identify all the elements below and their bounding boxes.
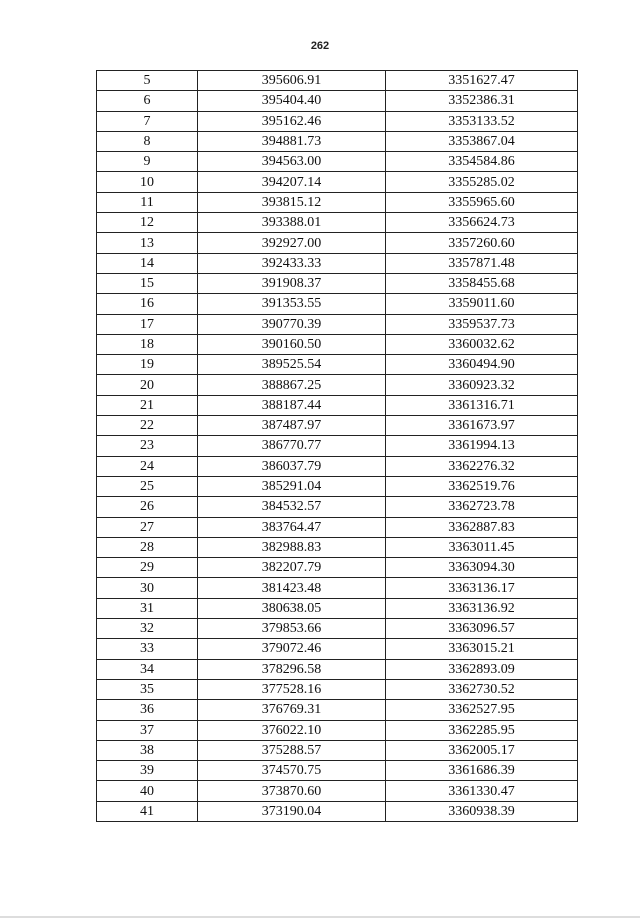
table-row (97, 152, 578, 172)
table-row (97, 740, 578, 760)
point-number-cell: 22 (97, 416, 198, 436)
table-row (97, 192, 578, 212)
page-number: 262 (310, 40, 330, 52)
x-coordinate-cell: 382207.79 (198, 558, 386, 578)
table-row (97, 761, 578, 781)
y-coordinate-cell: 3362723.78 (386, 497, 578, 517)
x-coordinate-cell: 392927.00 (198, 233, 386, 253)
table-row (97, 111, 578, 131)
y-coordinate-cell: 3362730.52 (386, 679, 578, 699)
x-coordinate-cell: 390770.39 (198, 314, 386, 334)
table-row (97, 314, 578, 334)
table-row (97, 71, 578, 91)
x-coordinate-cell: 391353.55 (198, 294, 386, 314)
point-number-cell: 18 (97, 334, 198, 354)
point-number-cell: 23 (97, 436, 198, 456)
y-coordinate-cell: 3363094.30 (386, 558, 578, 578)
table-row (97, 679, 578, 699)
y-coordinate-cell: 3362527.95 (386, 700, 578, 720)
point-number-cell: 13 (97, 233, 198, 253)
y-coordinate-cell: 3361994.13 (386, 436, 578, 456)
table-row (97, 436, 578, 456)
x-coordinate-cell: 379853.66 (198, 619, 386, 639)
point-number-cell: 12 (97, 213, 198, 233)
y-coordinate-cell: 3359011.60 (386, 294, 578, 314)
y-coordinate-cell: 3351627.47 (386, 71, 578, 91)
coordinate-table-body (97, 71, 578, 822)
y-coordinate-cell: 3355965.60 (386, 192, 578, 212)
table-row (97, 781, 578, 801)
y-coordinate-cell: 3362276.32 (386, 456, 578, 476)
y-coordinate-cell: 3362285.95 (386, 720, 578, 740)
y-coordinate-cell: 3357871.48 (386, 253, 578, 273)
y-coordinate-cell: 3356624.73 (386, 213, 578, 233)
x-coordinate-cell: 373190.04 (198, 801, 386, 821)
x-coordinate-cell: 389525.54 (198, 355, 386, 375)
y-coordinate-cell: 3361316.71 (386, 395, 578, 415)
y-coordinate-cell: 3353133.52 (386, 111, 578, 131)
y-coordinate-cell: 3360032.62 (386, 334, 578, 354)
y-coordinate-cell: 3353867.04 (386, 131, 578, 151)
table-row (97, 294, 578, 314)
x-coordinate-cell: 381423.48 (198, 578, 386, 598)
x-coordinate-cell: 394207.14 (198, 172, 386, 192)
table-row (97, 334, 578, 354)
y-coordinate-cell: 3362893.09 (386, 659, 578, 679)
table-row (97, 476, 578, 496)
y-coordinate-cell: 3362887.83 (386, 517, 578, 537)
x-coordinate-cell: 382988.83 (198, 537, 386, 557)
point-number-cell: 19 (97, 355, 198, 375)
y-coordinate-cell: 3363136.92 (386, 598, 578, 618)
x-coordinate-cell: 378296.58 (198, 659, 386, 679)
point-number-cell: 21 (97, 395, 198, 415)
y-coordinate-cell: 3354584.86 (386, 152, 578, 172)
y-coordinate-cell: 3360923.32 (386, 375, 578, 395)
point-number-cell: 34 (97, 659, 198, 679)
point-number-cell: 11 (97, 192, 198, 212)
x-coordinate-cell: 380638.05 (198, 598, 386, 618)
x-coordinate-cell: 373870.60 (198, 781, 386, 801)
point-number-cell: 24 (97, 456, 198, 476)
table-row (97, 375, 578, 395)
x-coordinate-cell: 379072.46 (198, 639, 386, 659)
x-coordinate-cell: 395606.91 (198, 71, 386, 91)
table-row (97, 172, 578, 192)
table-row (97, 91, 578, 111)
y-coordinate-cell: 3363096.57 (386, 619, 578, 639)
table-row (97, 700, 578, 720)
x-coordinate-cell: 394563.00 (198, 152, 386, 172)
point-number-cell: 29 (97, 558, 198, 578)
x-coordinate-cell: 386037.79 (198, 456, 386, 476)
table-row (97, 233, 578, 253)
point-number-cell: 26 (97, 497, 198, 517)
table-row (97, 558, 578, 578)
y-coordinate-cell: 3362005.17 (386, 740, 578, 760)
x-coordinate-cell: 385291.04 (198, 476, 386, 496)
x-coordinate-cell: 394881.73 (198, 131, 386, 151)
point-number-cell: 7 (97, 111, 198, 131)
point-number-cell: 16 (97, 294, 198, 314)
table-row (97, 131, 578, 151)
point-number-cell: 15 (97, 273, 198, 293)
x-coordinate-cell: 384532.57 (198, 497, 386, 517)
table-row (97, 456, 578, 476)
y-coordinate-cell: 3361673.97 (386, 416, 578, 436)
coordinate-table (96, 70, 578, 822)
x-coordinate-cell: 376022.10 (198, 720, 386, 740)
point-number-cell: 14 (97, 253, 198, 273)
point-number-cell: 28 (97, 537, 198, 557)
x-coordinate-cell: 388187.44 (198, 395, 386, 415)
table-row (97, 355, 578, 375)
point-number-cell: 36 (97, 700, 198, 720)
x-coordinate-cell: 388867.25 (198, 375, 386, 395)
table-row (97, 659, 578, 679)
x-coordinate-cell: 393815.12 (198, 192, 386, 212)
y-coordinate-cell: 3363011.45 (386, 537, 578, 557)
x-coordinate-cell: 383764.47 (198, 517, 386, 537)
table-row (97, 598, 578, 618)
x-coordinate-cell: 392433.33 (198, 253, 386, 273)
point-number-cell: 17 (97, 314, 198, 334)
table-row (97, 801, 578, 821)
point-number-cell: 35 (97, 679, 198, 699)
point-number-cell: 5 (97, 71, 198, 91)
table-row (97, 213, 578, 233)
x-coordinate-cell: 387487.97 (198, 416, 386, 436)
table-row (97, 416, 578, 436)
table-row (97, 578, 578, 598)
x-coordinate-cell: 377528.16 (198, 679, 386, 699)
y-coordinate-cell: 3357260.60 (386, 233, 578, 253)
y-coordinate-cell: 3360938.39 (386, 801, 578, 821)
table-row (97, 720, 578, 740)
y-coordinate-cell: 3359537.73 (386, 314, 578, 334)
point-number-cell: 27 (97, 517, 198, 537)
y-coordinate-cell: 3362519.76 (386, 476, 578, 496)
x-coordinate-cell: 395404.40 (198, 91, 386, 111)
point-number-cell: 9 (97, 152, 198, 172)
table-row (97, 497, 578, 517)
point-number-cell: 33 (97, 639, 198, 659)
y-coordinate-cell: 3355285.02 (386, 172, 578, 192)
point-number-cell: 40 (97, 781, 198, 801)
table-row (97, 639, 578, 659)
point-number-cell: 20 (97, 375, 198, 395)
x-coordinate-cell: 374570.75 (198, 761, 386, 781)
y-coordinate-cell: 3358455.68 (386, 273, 578, 293)
x-coordinate-cell: 375288.57 (198, 740, 386, 760)
y-coordinate-cell: 3361330.47 (386, 781, 578, 801)
y-coordinate-cell: 3352386.31 (386, 91, 578, 111)
y-coordinate-cell: 3363015.21 (386, 639, 578, 659)
y-coordinate-cell: 3360494.90 (386, 355, 578, 375)
x-coordinate-cell: 391908.37 (198, 273, 386, 293)
table-row (97, 537, 578, 557)
point-number-cell: 39 (97, 761, 198, 781)
x-coordinate-cell: 390160.50 (198, 334, 386, 354)
point-number-cell: 8 (97, 131, 198, 151)
point-number-cell: 6 (97, 91, 198, 111)
point-number-cell: 31 (97, 598, 198, 618)
point-number-cell: 25 (97, 476, 198, 496)
table-row (97, 395, 578, 415)
table-row (97, 253, 578, 273)
point-number-cell: 37 (97, 720, 198, 740)
y-coordinate-cell: 3361686.39 (386, 761, 578, 781)
point-number-cell: 30 (97, 578, 198, 598)
point-number-cell: 38 (97, 740, 198, 760)
table-row (97, 619, 578, 639)
point-number-cell: 41 (97, 801, 198, 821)
x-coordinate-cell: 376769.31 (198, 700, 386, 720)
x-coordinate-cell: 386770.77 (198, 436, 386, 456)
x-coordinate-cell: 395162.46 (198, 111, 386, 131)
table-row (97, 517, 578, 537)
point-number-cell: 32 (97, 619, 198, 639)
y-coordinate-cell: 3363136.17 (386, 578, 578, 598)
x-coordinate-cell: 393388.01 (198, 213, 386, 233)
point-number-cell: 10 (97, 172, 198, 192)
table-row (97, 273, 578, 293)
